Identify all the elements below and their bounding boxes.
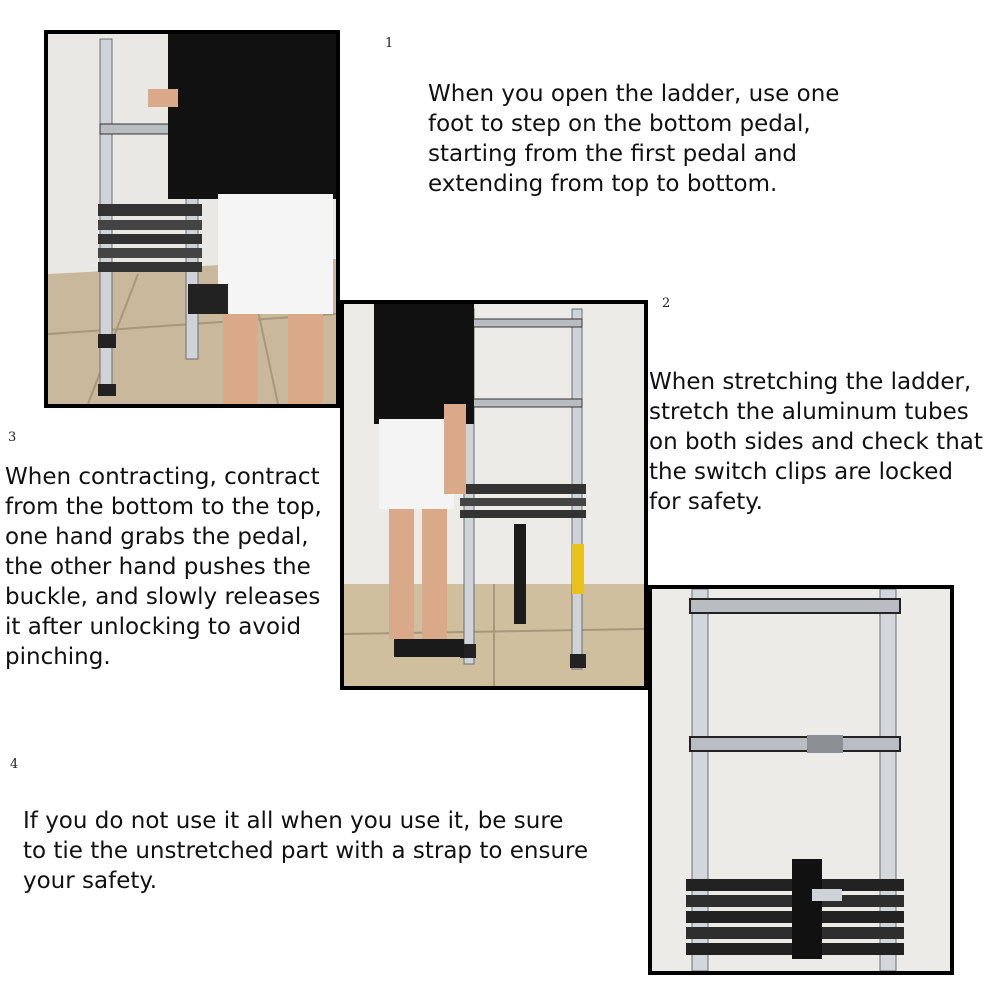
photo-step-2 [340, 300, 648, 690]
step-text-4: If you do not use it all when you use it, be sure to tie the unstretched part with a strap to ensure your safety. [23, 808, 589, 894]
photo-step-1 [44, 30, 340, 408]
ladder-closeup-with-strap-icon [652, 589, 950, 971]
step-text-2: When stretching the ladder, stretch the aluminum tubes on both sides and check that the switch clips are locked for safety. [649, 369, 983, 515]
step-number-2: 2 [662, 296, 671, 311]
step-number-3: 3 [8, 430, 17, 445]
step-text-1: When you open the ladder, use one foot to step on the bottom pedal, starting from the first pedal and extending from top to bottom. [428, 81, 840, 197]
step-number-4: 4 [10, 757, 19, 772]
person-stepping-on-ladder-pedal-icon [48, 34, 336, 404]
step-number-1: 1 [385, 36, 394, 51]
photo-step-4 [648, 585, 954, 975]
person-extending-ladder-icon [344, 304, 644, 686]
step-text-3: When contracting, contract from the bottom to the top, one hand grabs the pedal, the other hand pushes the buckle, and slowly releases it after unlocking to avoid pinching. [5, 464, 322, 670]
